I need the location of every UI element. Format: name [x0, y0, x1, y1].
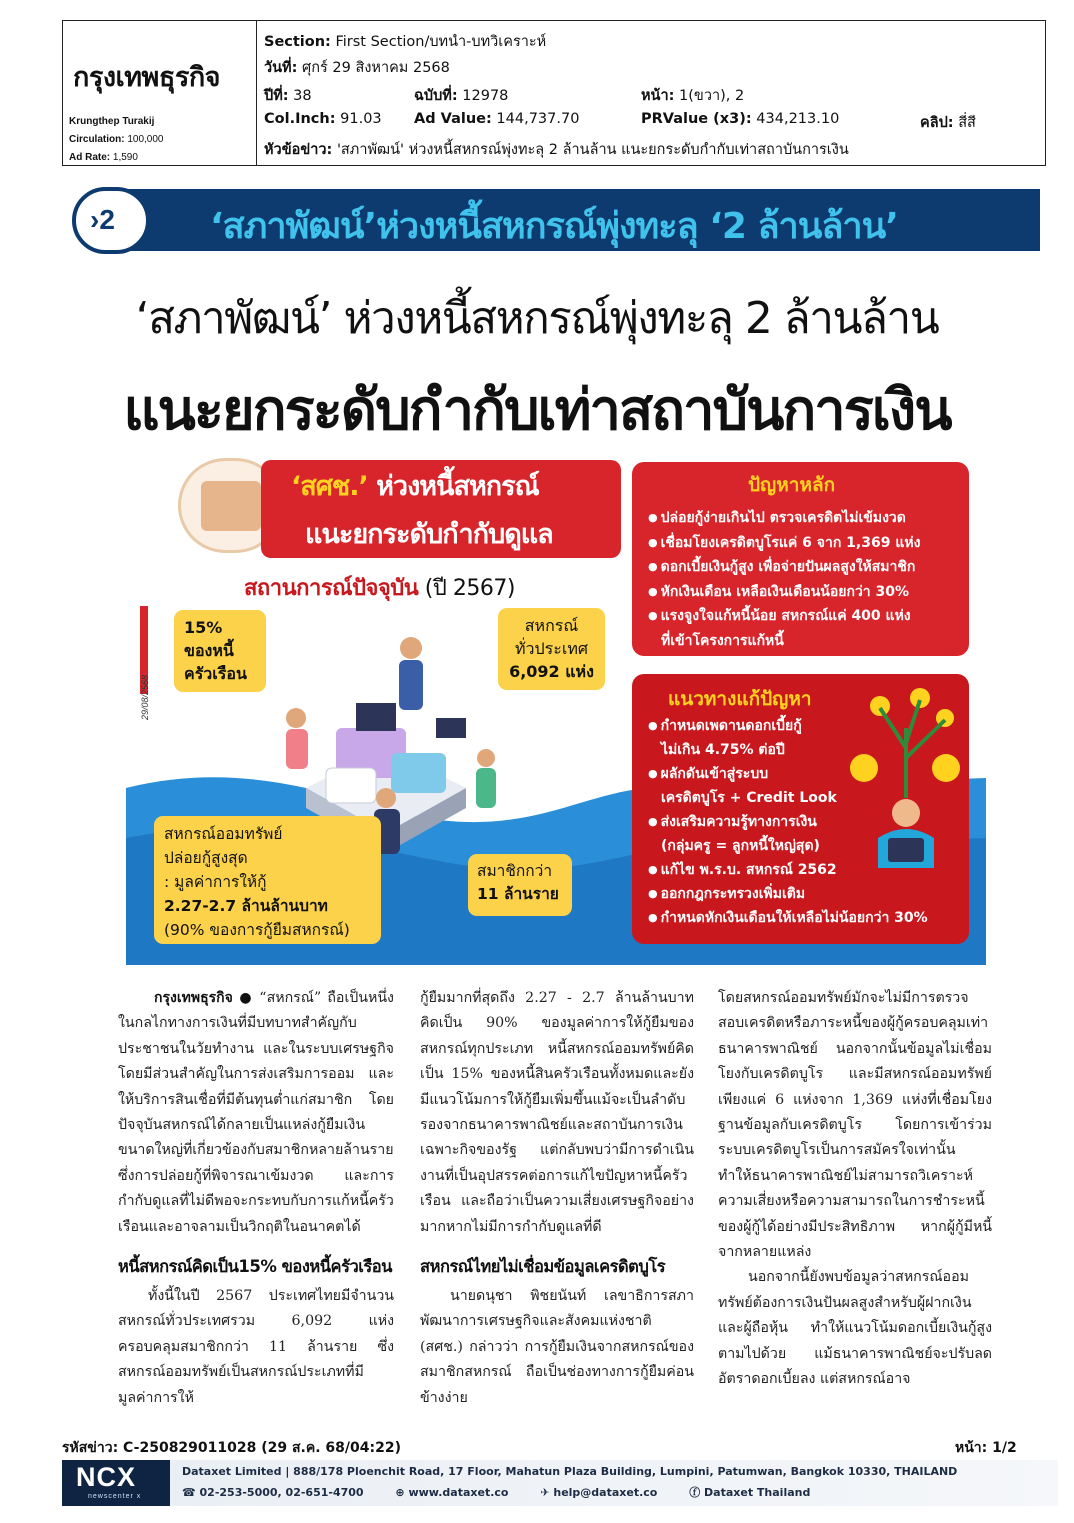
prvalue-field: PRValue (x3): 434,213.10 [641, 111, 840, 127]
infographic-title-a: ‘สศช.’ ห่วงหนี้สหกรณ์ [291, 471, 539, 502]
solution-item: ● กำหนดเพดานดอกเบี้ยกู้ [648, 714, 928, 738]
solution-item: ● แก้ไข พ.ร.บ. สหกรณ์ 2562 [648, 858, 928, 882]
headline-line-2: แนะยกระดับกำกับเท่าสถาบันการเงิน [123, 378, 951, 443]
solutions-panel [632, 674, 969, 944]
article-paragraph: กู้ยืมมากที่สุดถึง 2.27 - 2.7 ล้านล้านบาท คิดเป็น 90% ของมูลค่าการให้กู้ยืมของสหกรณ์ทุกประเภท หนี้สหกรณ์ออมทรัพย์คิดเป็น 15% ของหนี้สินครัวเรือนทั้งหมดและยังมีแนวโน้มการให้กู้ยืมเพิ่มขึ้นแม้จะเป็นลำดับรองจากธนาคารพาณิชย์และสถาบันการเงินเฉพาะกิจของรัฐ แต่กลับพบว่ามีการดำเนินงานที่เป็นอุปสรรคต่อการแก้ไขปัญหาหนี้ครัวเรือน และถือว่าเป็นความเสี่ยงเศรษฐกิจอย่างมากหากไม่มีการกำกับดูแลที่ดี [420, 990, 694, 1235]
footer-bar [62, 1460, 1058, 1506]
problem-item: ● เชื่อมโยงเครดิตบูโรแค่ 6 จาก 1,369 แห่ง [648, 531, 920, 556]
header-divider [256, 21, 257, 165]
problems-list [648, 506, 920, 653]
clipping-header [62, 20, 1046, 166]
page-field: หน้า: 1(ขวา), 2 [641, 88, 745, 104]
article-column-3 [718, 986, 992, 1393]
article-paragraph: นายดนุชา พิชยนันท์ เลขาธิการสภาพัฒนาการเศรษฐกิจและสังคมแห่งชาติ (สศช.) กล่าวว่า การกู้ยืมเงินจากสหกรณ์ของสมาชิกสหกรณ์ ถือเป็นช่องทางการกู้ยืมค่อนข้างง่าย [420, 1288, 694, 1406]
stat-coop-count: สหกรณ์ ทั่วประเทศ 6,092 แห่ง [498, 608, 605, 690]
problem-item: ● แรงจูงใจแก้หนี้น้อย สหกรณ์แค่ 400 แห่ง [648, 604, 920, 629]
contact-row [182, 1484, 810, 1500]
headline-row: หัวข้อข่าว: 'สภาพัฒน์' ห่วงหนี้สหกรณ์พุ่งทะลุ 2 ล้านล้าน แนะยกระดับกำกับเท่าสถาบันการเงิน [264, 142, 849, 158]
news-code: รหัสข่าว: C-250829011028 (29 ส.ค. 68/04:22) [62, 1440, 401, 1456]
article-column-1 [118, 986, 394, 1411]
problem-item: ● ดอกเบี้ยเงินกู้สูง เพื่อจ่ายปันผลสูงให้สมาชิก [648, 555, 920, 580]
website-link[interactable]: ⊕ www.dataxet.co [395, 1486, 509, 1499]
solution-item-cont: เครดิตบูโร + Credit Look [661, 790, 837, 806]
ncx-logo-sub: newscenter x [88, 1493, 142, 1500]
problem-item: ● หักเงินเดือน เหลือเงินเดือนน้อยกว่า 30% [648, 580, 920, 605]
article-paragraph: กรุงเทพธุรกิจ ● “สหกรณ์” ถือเป็นหนึ่งในกลไกทางการเงินที่มีบทบาทสำคัญกับประชาชนในวัยทำงาน และในระบบเศรษฐกิจ โดยมีส่วนสำคัญในการส่งเสริมการออม และให้บริการสินเชื่อที่มีต้นทุนต่ำแก่สมาชิก โดยปัจจุบันสหกรณ์ได้กลายเป็นแหล่งกู้ยืมเงินขนาดใหญ่ที่เกี่ยวข้องกับสมาชิกหลายล้านรายซึ่งการปล่อยกู้ที่พิจารณาเข้มงวด และการกำกับดูแลที่ไม่ดีพอจะกระทบกับการแก้หนี้ครัวเรือนและอาจลามเป็นวิกฤติในอนาคตได้ [118, 990, 394, 1235]
ncx-logo [62, 1460, 170, 1506]
advalue-field: Ad Value: 144,737.70 [414, 111, 580, 127]
ad-rate: Ad Rate: 1,590 [69, 152, 138, 163]
facebook-link[interactable]: ⓕ Dataxet Thailand [689, 1486, 811, 1499]
headline-line-1: ‘สภาพัฒน์’ ห่วงหนี้สหกรณ์พุ่งทะลุ 2 ล้านล้าน [135, 293, 939, 344]
stat-savings-coop: สหกรณ์ออมทรัพย์ ปล่อยกู้สูงสุด : มูลค่าการให้กู้ 2.27-2.7 ล้านล้านบาท (90% ของการกู้ยืมสหกรณ์) [154, 816, 381, 944]
publication-name: Krungthep Turakij [69, 116, 155, 127]
email-link[interactable]: ✈ help@dataxet.co [540, 1486, 658, 1499]
ncx-logo-text: NCX [76, 1462, 137, 1492]
stat-household-debt: 15% ของหนี้ ครัวเรือน [174, 610, 266, 692]
subheading: สหกรณ์ไทยไม่เชื่อมข้อมูลเครดิตบูโร [420, 1257, 666, 1277]
page-badge: ›2 [72, 187, 150, 254]
problem-item: ● ปล่อยกู้ง่ายเกินไป ตรวจเครดิตไม่เข้มงวด [648, 506, 920, 531]
infographic-date: 29/08/2568 [140, 674, 150, 720]
issue-field: ฉบับที่: 12978 [414, 88, 509, 104]
solution-item: ● กำหนดหักเงินเดือนให้เหลือไม่น้อยกว่า 30% [648, 906, 928, 930]
solution-item: ● ออกกฎกระทรวงเพิ่มเติม [648, 882, 928, 906]
article-paragraph: โดยสหกรณ์ออมทรัพย์มักจะไม่มีการตรวจสอบเครดิตหรือภาระหนี้ของผู้กู้ครอบคลุมเท่าธนาคารพาณิชย์ นอกจากนั้นข้อมูลไม่เชื่อมโยงกับเครดิตบูโร และมีสหกรณ์ออมทรัพย์เพียงแค่ 6 แห่งจาก 1,369 แห่งที่เชื่อมโยงฐานข้อมูลกับเครดิตบูโร โดยการเข้าร่วมระบบเครดิตบูโรเป็นการสมัครใจเท่านั้น ทำให้ธนาคารพาณิชย์ไม่สามารถวิเคราะห์ความเสี่ยงหรือความสามารถในการชำระหนี้ของผู้กู้ได้อย่างมีประสิทธิภาพ หากผู้กู้มีหนี้จากหลายแหล่ง [718, 990, 992, 1261]
infographic [126, 458, 986, 965]
stat-members: สมาชิกกว่า 11 ล้านราย [468, 854, 572, 916]
infographic-title [261, 460, 621, 558]
subheading: หนี้สหกรณ์คิดเป็น15% ของหนี้ครัวเรือน [118, 1257, 392, 1277]
situation-heading: สถานการณ์ปัจจุบัน (ปี 2567) [244, 576, 515, 601]
article-column-2 [420, 986, 694, 1411]
phone-contact: ☎ 02-253-5000, 02-651-4700 [182, 1486, 364, 1499]
solutions-list [648, 714, 928, 930]
section-row: Section: First Section/บทนำ-บทวิเคราะห์ [264, 34, 547, 50]
problem-item-cont: ที่เข้าโครงการแก้หนี้ [661, 632, 784, 649]
solution-item-cont: (กลุ่มครู = ลูกหนี้ใหญ่สุด) [661, 838, 820, 854]
solution-item: ● ส่งเสริมความรู้ทางการเงิน [648, 810, 928, 834]
solution-item-cont: ไม่เกิน 4.75% ต่อปี [661, 742, 785, 758]
problems-panel [632, 462, 969, 656]
section-banner [70, 187, 1040, 254]
publication-logo: กรุงเทพธุรกิจ [73, 62, 221, 93]
banner-title: ‘สภาพัฒน์’ห่วงหนี้สหกรณ์พุ่งทะลุ ‘2 ล้านล้าน’ [210, 206, 898, 247]
seal-emblem [201, 481, 261, 531]
article-paragraph: นอกจากนี้ยังพบข้อมูลว่าสหกรณ์ออมทรัพย์ต้องการเงินปันผลสูงสำหรับผู้ฝากเงินและผู้ถือหุ้น ทำให้แนวโน้มดอกเบี้ยเงินกู้สูงตามไปด้วย แม้ธนาคารพาณิชย์จะปรับลดอัตราดอกเบี้ยลง แต่สหกรณ์อาจ [718, 1269, 992, 1388]
company-address: Dataxet Limited | 888/178 Ploenchit Road, 17 Floor, Mahatun Plaza Building, Lumpini, Patumwan, Bangkok 10330, THAILAND [182, 1465, 958, 1478]
article-paragraph: ทั้งนี้ในปี 2567 ประเทศไทยมีจำนวนสหกรณ์ทั่วประเทศรวม 6,092 แห่ง ครอบคลุมสมาชิกกว่า 11 ล้านราย ซึ่งสหกรณ์ออมทรัพย์เป็นสหกรณ์ประเภทที่มีมูลค่าการให้ [118, 1288, 394, 1406]
infographic-title-b: แนะยกระดับกำกับดูแล [305, 519, 553, 550]
clip-field: คลิป: สี่สี [920, 115, 976, 131]
year-field: ปีที่: 38 [264, 88, 312, 104]
date-row: วันที่: ศุกร์ 29 สิงหาคม 2568 [264, 60, 450, 76]
problems-title: ปัญหาหลัก [748, 474, 836, 496]
solution-item: ● ผลักดันเข้าสู่ระบบ [648, 762, 928, 786]
circulation: Circulation: 100,000 [69, 134, 164, 145]
solutions-title: แนวทางแก้ปัญหา [668, 688, 812, 710]
colinch-field: Col.Inch: 91.03 [264, 111, 382, 127]
page-number: หน้า: 1/2 [955, 1440, 1017, 1456]
